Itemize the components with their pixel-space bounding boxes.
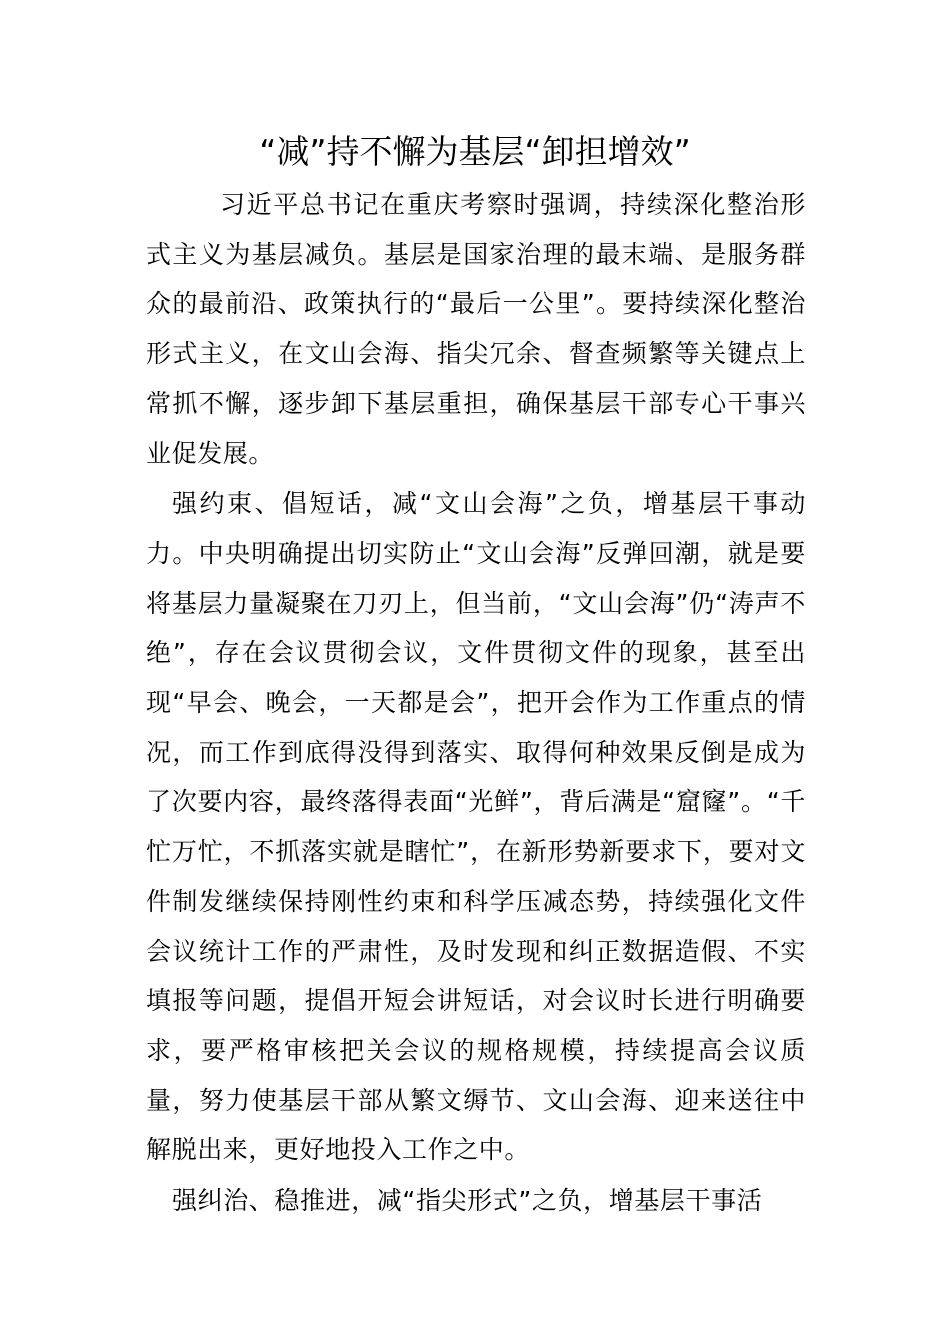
paragraph: 习近平总书记在重庆考察时强调，持续深化整治形式主义为基层减负。基层是国家治理的最末端、是服务群众的最前沿、政策执行的“最后一公里”。要持续深化整治形式主义，在文山会海、指尖冗余、督查频繁等关键点上常抓不懈，逐步卸下基层重担，确保基层干部专心干事兴业促发展。 [146, 190, 806, 468]
paragraph: 强纠治、稳推进，减“指尖形式”之负，增基层干事活 [172, 1186, 763, 1216]
paragraph: 强约束、倡短话，减“文山会海”之负，增基层干事动力。中央明确提出切实防止“文山会海”反弹回潮，就是要将基层力量凝聚在刀刃上，但当前，“文山会海”仍“涛声不绝”，存在会议贯彻会议，文件贯彻文件的现象，甚至出现“早会、晚会，一天都是会”，把开会作为工作重点的情况，而工作到底得没得到落实、取得何种效果反倒是成为了次要内容，最终落得表面“光鲜”，背后满是“窟窿”。“千忙万忙，不抓落实就是瞎忙”，在新形势新要求下，要对文件制发继续保持刚性约束和科学压减态势，持续强化文件会议统计工作的严肃性，及时发现和纠正数据造假、不实填报等问题，提倡开短会讲短话，对会议时长进行明确要求，要严格审核把关会议的规格规模，持续提高会议质量，努力使基层干部从繁文缛节、文山会海、迎来送往中解脱出来，更好地投入工作之中。 [146, 489, 806, 1165]
document-title: “减”持不懈为基层“卸担增效” [259, 132, 691, 171]
document-body [146, 180, 806, 1226]
